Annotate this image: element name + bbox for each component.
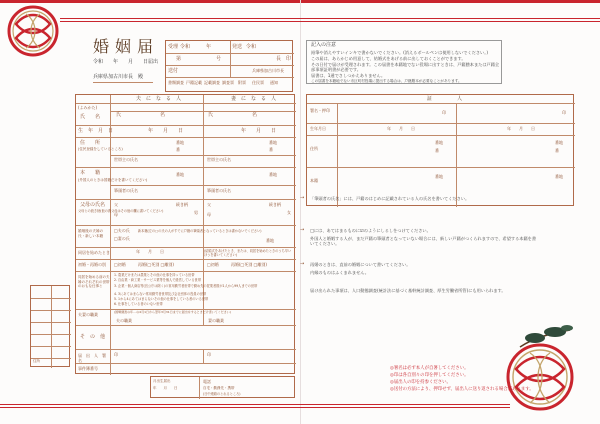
receipt-accepted: 受理 [168, 44, 179, 50]
birth-label: 生 年 月 日 [78, 128, 114, 134]
husband-father[interactable]: 父 [114, 202, 118, 207]
bottom-note-1: ◎印は各自別々の印を押してください。 [390, 373, 469, 378]
witness1-address-banchi[interactable]: 番地 [435, 140, 443, 145]
note-2: その日付で届けが受理されます。この届書を本籍地でない役場に出すときは、戸籍謄本または戸籍全部事項証明書が必要です。 [311, 62, 500, 73]
wife-householder[interactable]: 世帯主の氏名 [207, 157, 231, 162]
new-honseki-banchi[interactable]: 番地 [266, 238, 274, 243]
receipt-sent: 発送 [232, 44, 243, 50]
wife-seal[interactable]: 印 [207, 352, 211, 357]
husband-mother[interactable]: 母 [114, 212, 118, 217]
mizuhiki-knot-icon [4, 2, 62, 60]
job-option-3[interactable]: 3. 企業・個人商店等(官公庁は除く)の常用勤労者世帯で勤め先の従業者数が1人から99人までの世帯 [114, 284, 258, 288]
note-0: 鉛筆や消えやすいインキで書かないでください。(消えるボールペンは使用しないでください。) [311, 50, 488, 55]
new-surname-label: 婚姻後の夫婦の氏・新しい本籍 [78, 229, 104, 238]
tel-home[interactable]: 自宅・勤務先・携帯 [203, 386, 235, 390]
witness1-birth[interactable]: 年 月 日 [387, 126, 415, 131]
witness2-address-ban[interactable]: 番 [555, 148, 559, 153]
husband-first-marriage[interactable]: □初婚 [114, 262, 126, 267]
check-col-6: 通知 [270, 80, 278, 85]
husband-male: 男 [194, 210, 198, 215]
bottom-red-line [0, 404, 510, 405]
wife-honseki-banchi[interactable]: 番地 [269, 172, 277, 177]
prev-marriage-label: 初婚・再婚の別 [78, 262, 106, 267]
new-honseki-note: 新本籍(左の□の氏の人がすでに戸籍の筆頭者となっているときは書かないでください) [138, 229, 262, 233]
wife-address-ban[interactable]: 番 [269, 147, 273, 152]
husband-address-ban[interactable]: 番 [176, 147, 180, 152]
arrow-icon-2: → [300, 227, 305, 233]
witness2-birth[interactable]: 年 月 日 [507, 126, 535, 131]
addressee-underline [93, 82, 153, 83]
husband-given[interactable]: 名 [160, 112, 166, 118]
wife-mother[interactable]: 母 [207, 212, 211, 217]
form-title: 婚姻届 [93, 37, 160, 56]
husband-job[interactable]: 夫の職業 [116, 318, 132, 323]
receipt-box [165, 40, 293, 92]
check-col-0: 書類調査 [168, 80, 184, 85]
witness2-honseki-banchi[interactable]: 番地 [555, 174, 563, 179]
check-col-4: 附票 [238, 80, 246, 85]
arrow-note-4: 内縁のものはふくまれません。 [310, 270, 369, 275]
husband-head[interactable]: 筆頭者の氏名 [114, 188, 138, 193]
wife-relation: 続き柄 [269, 202, 281, 207]
tel-label: 電話 [203, 379, 211, 384]
bottom-note-3: ◎送付の方法により、押印せず、届出人に送り返される場合があります。 [390, 387, 534, 392]
arrow-note-5: 届け出られた事項は、人口動態調査(統計法に基づく基幹統計調査、厚生労働省所管)にも用いられます。 [310, 288, 506, 293]
bottom-note-2: ◎届出人の印を持参ください。 [390, 380, 451, 385]
witness2-seal[interactable]: 印 [562, 110, 566, 115]
husband-honseki-banchi[interactable]: 番地 [176, 172, 184, 177]
left-margin-table [30, 285, 70, 367]
tel-daytime: (日中連絡のとれるところ) [203, 392, 241, 396]
receipt-delivered: 送付 [168, 68, 179, 74]
job-option-2[interactable]: 2. 自由業・商工業・サービス業等を個人で経営している世帯 [114, 278, 201, 282]
check-col-2: 記載調査 [204, 80, 220, 85]
check-col-3: 調査票 [222, 80, 234, 85]
wife-remarriage[interactable]: 再婚(□死別 □離別) [231, 262, 267, 267]
main-form-table [75, 94, 295, 374]
cohab-date[interactable]: 年 月 日 [136, 249, 164, 254]
occupation-label: 夫妻の職業 [78, 312, 98, 317]
job-option-5[interactable]: 5. 1から4にあてはまらないその他の仕事をしている者のいる世帯 [114, 297, 209, 301]
witness-row-honseki: 本籍 [310, 178, 318, 183]
wife-address-banchi[interactable]: 番地 [269, 140, 277, 145]
witness2-address-banchi[interactable]: 番地 [555, 140, 563, 145]
top-red-line [60, 18, 600, 19]
notes-box [306, 40, 502, 84]
wife-head[interactable]: 筆頭者の氏名 [207, 188, 231, 193]
cohab-label: 同居を始めたとき [78, 250, 110, 255]
witness1-seal[interactable]: 印 [442, 110, 446, 115]
parents-label: 父母の氏名 [80, 202, 106, 208]
receipt-go: 号 [216, 56, 222, 62]
bottom-note-0: ◎署名は必ず本人が自署してください。 [390, 366, 469, 371]
job-option-4[interactable]: 4. 3にあてはまらない常用勤労者世帯及び会社団体の役員の世帯 [114, 292, 207, 296]
husband-surname[interactable]: 氏 [116, 112, 122, 118]
arrow-note-1: □には、あてはまるものに☑のようにしるしをつけてください。 [310, 228, 431, 233]
wife-birth[interactable]: 年 月 日 [241, 128, 277, 134]
witness-row-birth: 生年月日 [310, 126, 326, 131]
birth-month-note: 月出生届出 [153, 379, 171, 383]
husband-address-banchi[interactable]: 番地 [176, 140, 184, 145]
wife-female: 女 [287, 210, 291, 215]
note-1: この届は、あらかじめ用意して、結婚式をあげる前に出しておくことができます。 [311, 56, 466, 61]
notes-title: 記入の注意 [311, 42, 337, 48]
wife-given[interactable]: 名 [252, 112, 258, 118]
case-no-label: 事件簿番号 [78, 366, 98, 371]
husband-remarriage[interactable]: 再婚(□死別 □離別) [138, 262, 174, 267]
wife-header: 妻 に な る 人 [231, 96, 277, 102]
husband-seal[interactable]: 印 [114, 352, 118, 357]
name-label: 氏 名 [80, 114, 101, 120]
left-stamp-address: 住所 [33, 359, 40, 363]
arrow-note-3: 再婚のときは、直前の婚姻について書いてください。 [310, 262, 411, 267]
submission-date[interactable]: 令和 年 月 日届出 [93, 59, 159, 65]
husband-relation: 続き柄 [176, 202, 188, 207]
signature-label: 届 出 人 署 名 [78, 353, 110, 363]
witness-row-sign: 署名・押印 [310, 108, 330, 113]
wife-first-marriage[interactable]: □初婚 [207, 262, 219, 267]
witness1-address-ban[interactable]: 番 [435, 148, 439, 153]
wife-job[interactable]: 妻の職業 [208, 318, 224, 323]
honseki-note: (外国人のときは国籍だけを書いてください) [78, 178, 148, 182]
mizuhiki-knot-icon-bottom [500, 335, 580, 415]
address-note: (住民登録をしているところ) [78, 147, 123, 151]
receipt-reiwa: 令和 [180, 44, 191, 50]
receipt-sent-reiwa: 令和 [246, 44, 257, 50]
top-red-line-2 [60, 21, 600, 22]
occupation-note: (国勢調査の年…の4月1日から翌年3月31日までに届出をするときだけ書いてください) [114, 310, 231, 314]
receipt-year: 年 [206, 44, 212, 50]
page-fold [300, 0, 301, 424]
witness-row-address: 住所 [310, 146, 318, 151]
job-option-6[interactable]: 6. 仕事をしている者のいない世帯 [114, 302, 163, 306]
husband-surname-check[interactable]: □夫の氏 [114, 228, 130, 233]
receipt-no: 第 [176, 56, 182, 62]
honseki-label: 本 籍 [80, 170, 101, 176]
receipt-mayor: 長 印 [276, 56, 292, 62]
parents-note: 父母との続き柄(他の養父母はその他の欄に書いてください) [78, 209, 164, 213]
wife-surname[interactable]: 氏 [208, 112, 214, 118]
contact-box [150, 376, 295, 398]
arrow-note-2: 外国人と婚姻する人が、まだ戸籍の筆頭者となっていない場合には、新しい戸籍がつくられますので、希望する本籍を書いてください。 [310, 236, 537, 247]
address-label: 住 所 [80, 140, 101, 146]
arrow-icon-3: → [300, 261, 305, 267]
husband-householder[interactable]: 世帯主の氏名 [114, 157, 138, 162]
husband-birth[interactable]: 年 月 日 [148, 128, 184, 134]
furigana-label: (よみかた) [78, 105, 98, 110]
arrow-icon: → [300, 195, 305, 201]
receipt-stamp-note: 兵庫県加古川市長 [252, 68, 284, 73]
contact-ymd: 年 月 日 [153, 386, 178, 390]
witness-header: 証 人 [427, 96, 463, 102]
arrow-note-0: 「筆頭者の氏名」には、戸籍のはじめに記載されている人の氏名を書いてください。 [310, 196, 470, 201]
wife-surname-check[interactable]: □妻の氏 [114, 236, 130, 241]
note-4: この届書を本籍地でない市区町村役場に提出する場合は、戸籍謄本が必要なことがあります。 [311, 79, 462, 83]
cohab-note: (結婚式をあげたとき、または、同居を始めたときのうち早いほうを書いてください) [204, 249, 292, 257]
job-option-1[interactable]: 1. 農業だけまたは農業とその他の仕事を持っている世帯 [114, 273, 195, 277]
other-label: そ の 他 [80, 334, 106, 340]
note-3: 届書は、1通でさしつかえありません。 [311, 73, 386, 78]
household-work-label: 同居を始める前の夫婦のそれぞれの世帯のおもな仕事と [78, 275, 110, 288]
husband-header: 夫 に な る 人 [136, 96, 182, 102]
check-col-1: 戸籍記載 [186, 80, 202, 85]
addressee: 兵庫県加古川市長 殿 [93, 74, 144, 80]
witness-table [306, 94, 574, 206]
bottom-red-line-2 [0, 407, 510, 408]
wife-father[interactable]: 父 [207, 202, 211, 207]
check-col-5: 住民票 [252, 80, 264, 85]
witness1-honseki-banchi[interactable]: 番地 [435, 174, 443, 179]
